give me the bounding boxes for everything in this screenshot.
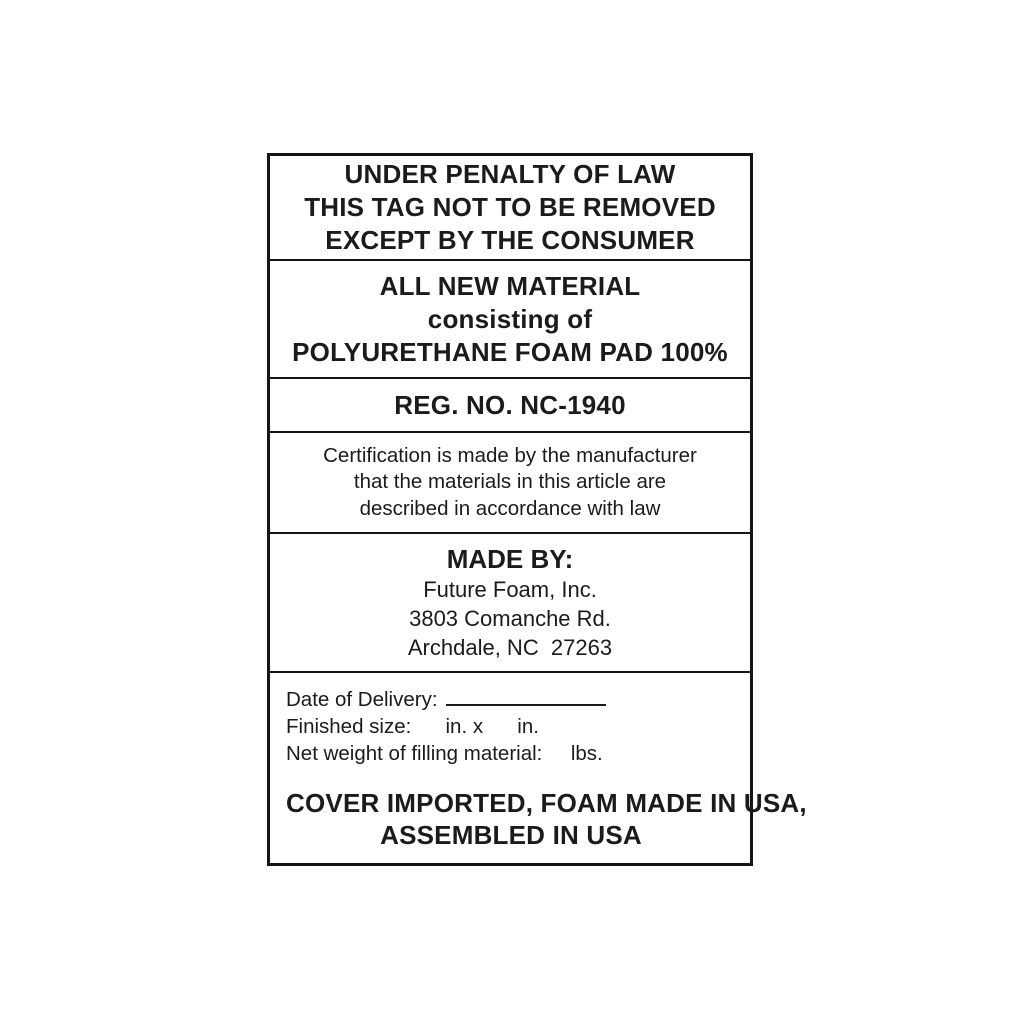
certification-line-3: described in accordance with law [359, 496, 661, 520]
origin-line-2: ASSEMBLED IN USA [380, 820, 642, 850]
penalty-line-1: UNDER PENALTY OF LAW [344, 159, 676, 189]
finished-size-line: Finished size: in. x in. [286, 715, 539, 738]
certification-line-1: Certification is made by the manufacturer [323, 443, 697, 467]
registration-number: REG. NO. NC-1940 [394, 390, 626, 420]
origin-line-1: COVER IMPORTED, FOAM MADE IN USA, [286, 788, 807, 818]
penalty-line-3: EXCEPT BY THE CONSUMER [325, 225, 695, 255]
material-section [270, 261, 750, 379]
penalty-section [270, 156, 750, 261]
net-weight-line: Net weight of filling material: lbs. [286, 742, 603, 765]
material-line-3: POLYURETHANE FOAM PAD 100% [292, 336, 728, 367]
certification-line-2: that the materials in this article are [353, 470, 667, 494]
law-label [267, 153, 807, 866]
made-by-heading: MADE BY: [446, 544, 574, 574]
date-of-delivery-blank-line [446, 686, 606, 706]
date-of-delivery-label: Date of Delivery: [286, 688, 438, 711]
date-of-delivery-row [286, 686, 736, 713]
delivery-section [270, 673, 807, 863]
material-line-2: consisting of [427, 303, 593, 334]
material-line-1: ALL NEW MATERIAL [379, 270, 641, 301]
made-by-section [270, 534, 750, 673]
manufacturer-street: 3803 Comanche Rd. [409, 606, 611, 631]
manufacturer-city-state-zip: Archdale, NC 27263 [407, 635, 613, 660]
registration-section [270, 379, 750, 433]
certification-section [270, 433, 750, 534]
penalty-line-2: THIS TAG NOT TO BE REMOVED [304, 192, 716, 222]
manufacturer-name: Future Foam, Inc. [423, 577, 597, 602]
origin-statement [286, 787, 807, 853]
